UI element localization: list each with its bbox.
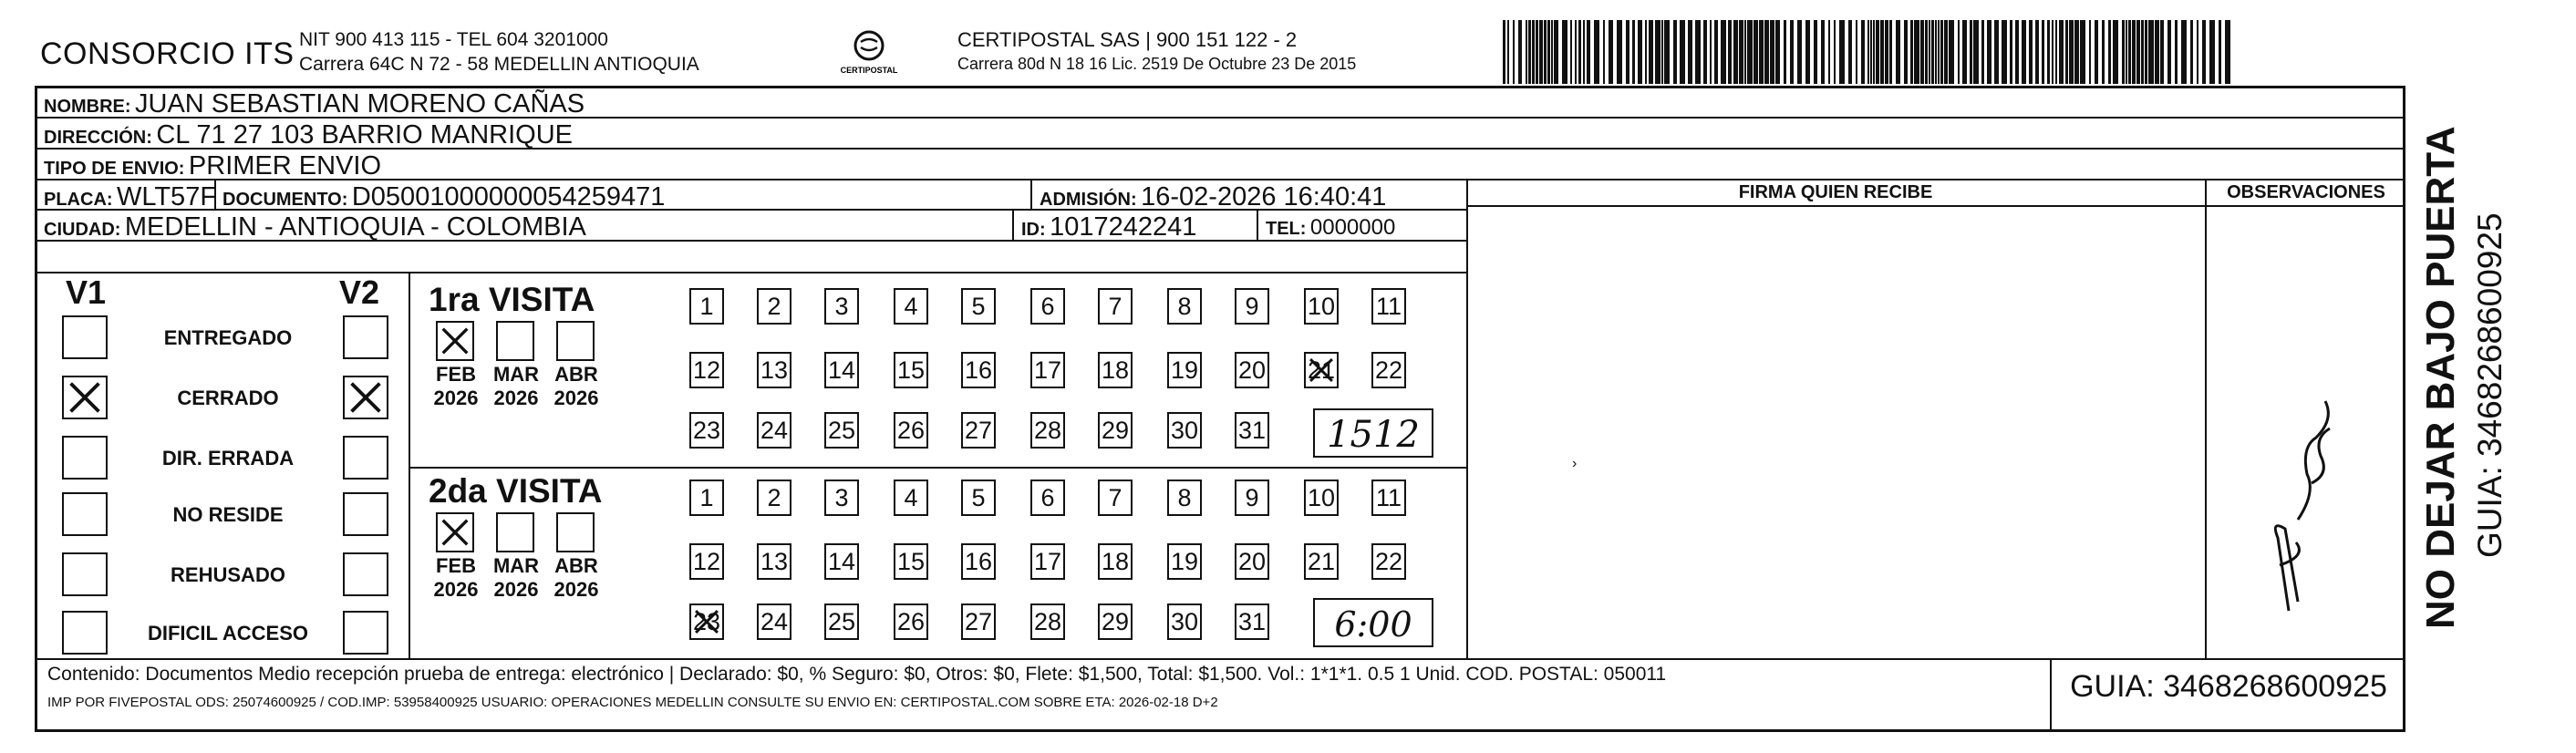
tipo-envio-value: PRIMER ENVIO [188, 151, 382, 181]
placa-label: PLACA: [44, 190, 113, 210]
year-label: 2026 [433, 387, 479, 409]
day-box[interactable]: 14 [824, 352, 859, 388]
day-box[interactable]: 17 [1030, 543, 1065, 580]
status-label: CERRADO [177, 387, 279, 409]
day-box[interactable]: 11 [1371, 288, 1406, 325]
month-caption [429, 363, 483, 410]
v1-heading: V1 [66, 273, 107, 311]
day-box[interactable]: 4 [894, 288, 928, 325]
day-box[interactable]: 30 [1167, 412, 1202, 449]
day-box[interactable]: 12 [689, 352, 724, 388]
day-box[interactable]: 21 [1304, 543, 1339, 580]
day-box[interactable]: 24 [757, 412, 791, 449]
month-checkbox[interactable] [436, 512, 474, 552]
month-label: ABR [554, 363, 598, 386]
v2-checkbox[interactable] [343, 552, 388, 596]
v1-checkbox[interactable] [62, 492, 108, 536]
admision-row [1040, 182, 1386, 212]
day-box[interactable]: 6 [1030, 480, 1065, 516]
documento-row [222, 182, 665, 212]
day-box[interactable]: 2 [757, 480, 791, 516]
id-value: 1017242241 [1050, 212, 1197, 242]
certi-line1: CERTIPOSTAL SAS | 900 151 122 - 2 [957, 28, 1298, 51]
placa-row [44, 182, 216, 212]
certi-line2: Carrera 80d N 18 16 Lic. 2519 De Octubre 23 De 2015 [957, 55, 1357, 73]
nombre-row [44, 89, 585, 119]
day-box[interactable]: 8 [1167, 480, 1202, 516]
first-visit-hour-box [1313, 408, 1433, 458]
day-box[interactable]: 29 [1098, 412, 1133, 449]
status-label: ENTREGADO [163, 326, 293, 349]
day-box[interactable]: 3 [824, 480, 859, 516]
month-checkbox[interactable] [496, 512, 534, 552]
month-checkbox[interactable] [496, 321, 534, 361]
day-box[interactable]: 18 [1098, 352, 1133, 388]
footer-print-info: IMP POR FIVEPOSTAL ODS: 25074600925 / COD.IMP: 53958400925 USUARIO: OPERACIONES MEDELLIN CONSULTE SU ENVIO EN: CERTIPOSTAL.COM SOBRE ETA: 2026-02-18 D+2 [47, 695, 1218, 710]
tel-value: 0000000 [1309, 215, 1396, 240]
year-label: 2026 [433, 578, 479, 601]
guia-number-box: GUIA: 3468268600925 [2070, 669, 2387, 704]
day-box[interactable]: 21 [1304, 352, 1339, 388]
first-visit-title: 1ra VISITA [429, 281, 595, 318]
nombre-label: NOMBRE: [44, 97, 131, 117]
signature [2225, 383, 2362, 620]
day-box[interactable]: 10 [1304, 480, 1339, 516]
day-box[interactable]: 1 [689, 480, 724, 516]
nombre-value: JUAN SEBASTIAN MORENO CAÑAS [135, 89, 585, 119]
documento-label: DOCUMENTO: [222, 190, 348, 210]
day-box[interactable]: 13 [757, 352, 791, 388]
month-label: MAR [492, 363, 540, 386]
status-label: DIFICIL ACCESO [147, 622, 308, 645]
day-box[interactable]: 22 [1371, 543, 1406, 580]
certipostal-info [957, 27, 1356, 77]
day-box[interactable]: 31 [1235, 603, 1269, 640]
company-info [299, 27, 699, 77]
day-box[interactable]: 28 [1030, 412, 1065, 449]
day-box[interactable]: 16 [961, 543, 996, 580]
month-checkbox[interactable] [436, 321, 474, 361]
day-box[interactable]: 12 [689, 543, 724, 580]
day-box[interactable]: 13 [757, 543, 791, 580]
v2-checkbox[interactable] [343, 315, 388, 359]
side-warning: NO DEJAR BAJO PUERTA [2418, 126, 2463, 629]
day-box[interactable]: 7 [1098, 288, 1133, 325]
day-box[interactable]: 8 [1167, 288, 1202, 325]
day-box[interactable]: 9 [1235, 480, 1269, 516]
month-caption [489, 554, 543, 602]
admision-label: ADMISIÓN: [1040, 190, 1137, 210]
tel-row [1266, 215, 1395, 241]
status-label: NO RESIDE [172, 503, 284, 526]
month-checkbox[interactable] [556, 321, 595, 361]
day-box[interactable]: 28 [1030, 603, 1065, 640]
year-label: 2026 [553, 578, 599, 601]
second-visit-title: 2da VISITA [429, 472, 603, 510]
day-box[interactable]: 29 [1098, 603, 1133, 640]
day-box[interactable]: 5 [961, 288, 996, 325]
v2-heading: V2 [339, 273, 380, 311]
day-box[interactable]: 19 [1167, 543, 1202, 580]
day-box[interactable]: 26 [894, 412, 928, 449]
id-label: ID: [1021, 220, 1046, 240]
second-visit-hour: 6:00 [1334, 604, 1412, 645]
address-line: Carrera 64C N 72 - 58 MEDELLIN ANTIOQUIA [299, 54, 699, 75]
direccion-value: CL 71 27 103 BARRIO MANRIQUE [156, 120, 573, 150]
day-box[interactable]: 9 [1235, 288, 1269, 325]
ciudad-row [44, 212, 586, 242]
day-box[interactable]: 2 [757, 288, 791, 325]
month-label: FEB [436, 363, 476, 386]
day-box[interactable]: 30 [1167, 603, 1202, 640]
admision-value: 16-02-2026 16:40:41 [1141, 182, 1387, 211]
day-box[interactable]: 27 [961, 603, 996, 640]
month-caption [489, 363, 543, 410]
day-box[interactable]: 16 [961, 352, 996, 388]
day-box[interactable]: 23 [689, 603, 724, 640]
v2-checkbox[interactable] [343, 611, 388, 655]
v1-checkbox[interactable] [62, 611, 108, 655]
v1-checkbox[interactable] [62, 315, 108, 359]
month-caption [429, 554, 483, 602]
tel-label: TEL: [1266, 219, 1307, 239]
month-caption [549, 363, 604, 410]
documento-value: D05001000000054259471 [351, 182, 666, 211]
ciudad-label: CIUDAD: [44, 220, 121, 240]
day-box[interactable]: 27 [961, 412, 996, 449]
tipo-envio-row [44, 151, 381, 181]
day-box[interactable]: 31 [1235, 412, 1269, 449]
day-box[interactable]: 11 [1371, 480, 1406, 516]
svg-text:CERTIPOSTAL: CERTIPOSTAL [840, 66, 898, 75]
month-label: MAR [492, 554, 540, 577]
day-box[interactable]: 24 [757, 603, 791, 640]
ciudad-value: MEDELLIN - ANTIOQUIA - COLOMBIA [124, 212, 586, 242]
month-label: FEB [436, 554, 476, 577]
year-label: 2026 [553, 387, 599, 409]
direccion-row [44, 120, 573, 150]
second-visit-hour-box [1313, 598, 1433, 647]
day-box[interactable]: 26 [894, 603, 928, 640]
barcode [1503, 20, 2232, 84]
day-box[interactable]: 6 [1030, 288, 1065, 325]
firma-label: FIRMA QUIEN RECIBE [1738, 182, 1933, 202]
day-box[interactable]: 25 [824, 412, 859, 449]
nit-line: NIT 900 413 115 - TEL 604 3201000 [299, 29, 608, 50]
month-label: ABR [554, 554, 598, 577]
certipostal-logo [837, 27, 901, 82]
day-box[interactable]: 3 [824, 288, 859, 325]
direccion-label: DIRECCIÓN: [44, 128, 152, 148]
day-box[interactable]: 20 [1235, 543, 1269, 580]
v2-checkbox[interactable] [343, 436, 388, 480]
month-checkbox[interactable] [556, 512, 595, 552]
year-label: 2026 [493, 578, 539, 601]
day-box[interactable]: 18 [1098, 543, 1133, 580]
v2-checkbox[interactable] [343, 492, 388, 536]
day-box[interactable]: 19 [1167, 352, 1202, 388]
status-label: DIR. ERRADA [161, 447, 295, 469]
observaciones-label: OBSERVACIONES [2227, 182, 2385, 202]
status-label: REHUSADO [171, 563, 285, 586]
month-caption [549, 554, 604, 602]
id-row [1021, 212, 1196, 242]
first-visit-hour: 1512 [1327, 414, 1420, 456]
day-box[interactable]: 4 [894, 480, 928, 516]
year-label: 2026 [493, 387, 539, 409]
day-box[interactable]: 1 [689, 288, 724, 325]
day-box[interactable]: 15 [894, 352, 928, 388]
day-box[interactable]: 10 [1304, 288, 1339, 325]
day-box[interactable]: 14 [824, 543, 859, 580]
footer-contents: Contenido: Documentos Medio recepción prueba de entrega: electrónico | Declarado: $0, % Seguro: $0, Otros: $0, Flete: $1,500, Total: $1,500. Vol.: 1*1*1. 0.5 1 Unid. COD. POSTAL: 050011 [47, 664, 1667, 685]
day-box[interactable]: 7 [1098, 480, 1133, 516]
tipo-envio-label: TIPO DE ENVIO: [44, 159, 185, 179]
day-box[interactable]: 17 [1030, 352, 1065, 388]
day-box[interactable]: 20 [1235, 352, 1269, 388]
v1-checkbox[interactable] [62, 436, 108, 480]
v1-checkbox[interactable] [62, 552, 108, 596]
day-box[interactable]: 25 [824, 603, 859, 640]
v2-checkbox[interactable] [343, 376, 388, 419]
v1-checkbox[interactable] [62, 376, 108, 419]
day-box[interactable]: 5 [961, 480, 996, 516]
day-box[interactable]: 15 [894, 543, 928, 580]
day-box[interactable]: 22 [1371, 352, 1406, 388]
company-name: CONSORCIO ITS [40, 36, 295, 71]
side-guia: GUIA: 3468268600925 [2471, 212, 2509, 558]
day-box[interactable]: 23 [689, 412, 724, 449]
placa-value: WLT57F [117, 182, 217, 211]
